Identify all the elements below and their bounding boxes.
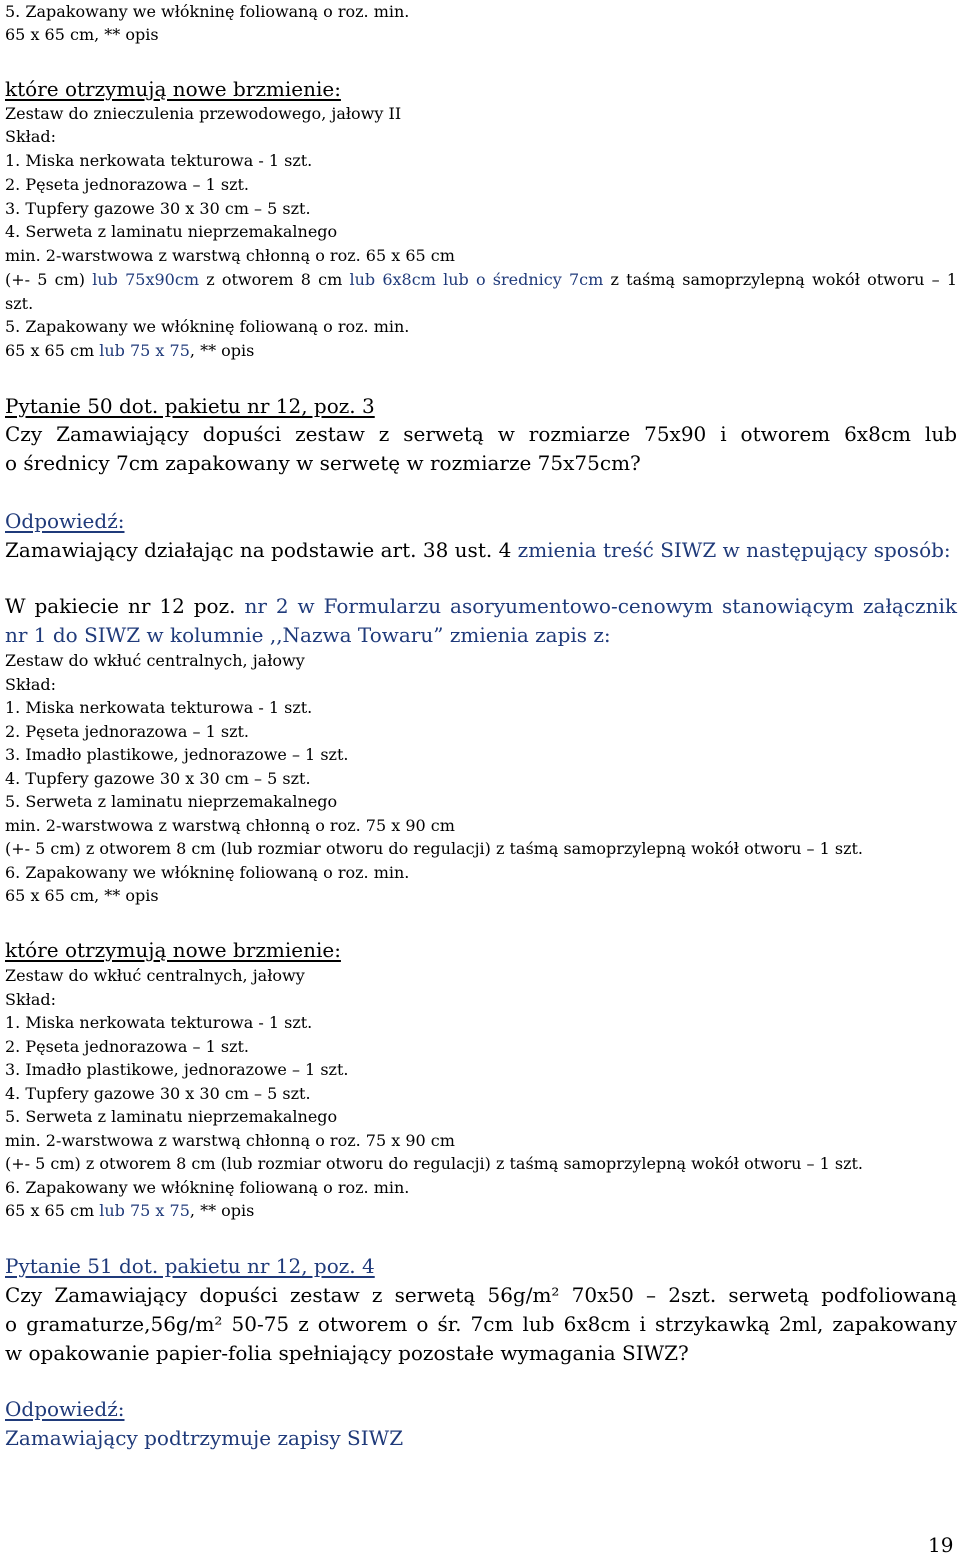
- list-item: 5. Serweta z laminatu nieprzemakalnego: [5, 1107, 338, 1126]
- kit-name: Zestaw do znieczulenia przewodowego, jałowy II: [5, 104, 402, 123]
- answer-label: Odpowiedź:: [5, 509, 125, 533]
- text-line: Skład:: [5, 127, 57, 146]
- list-item: 5. Serweta z laminatu nieprzemakalnego: [5, 792, 338, 811]
- list-item: 4. Tupfery gazowe 30 x 30 cm – 5 szt.: [5, 769, 311, 788]
- list-item: 1. Miska nerkowata tekturowa - 1 szt.: [5, 151, 313, 170]
- text-span-blue: lub 75x90cm: [92, 270, 199, 289]
- question-text: Czy Zamawiający dopuści zestaw z serwetą 56g/m² 70x50 – 2szt. serwetą podfoliowaną: [5, 1283, 957, 1307]
- list-item: 3. Tupfery gazowe 30 x 30 cm – 5 szt.: [5, 199, 311, 218]
- text-span: (+- 5 cm): [5, 270, 86, 289]
- list-item: 4. Tupfery gazowe 30 x 30 cm – 5 szt.: [5, 1084, 311, 1103]
- answer-text: Zamawiający podtrzymuje zapisy SIWZ: [5, 1426, 404, 1450]
- text-span: 65 x 65 cm: [5, 1201, 95, 1220]
- question-title: Pytanie 51 dot. pakietu nr 12, poz. 4: [5, 1254, 375, 1278]
- list-item: 6. Zapakowany we włókninę foliowaną o roz. min.: [5, 863, 410, 882]
- list-item: [5, 341, 254, 361]
- list-item: min. 2-warstwowa z warstwą chłonną o roz. 75 x 90 cm: [5, 816, 455, 835]
- answer-text: [5, 593, 957, 619]
- list-item: 6. Zapakowany we włókninę foliowaną o roz. min.: [5, 1178, 410, 1197]
- list-item: 2. Pęseta jednorazowa – 1 szt.: [5, 722, 250, 741]
- list-item: [5, 270, 957, 290]
- list-item: 5. Zapakowany we włókninę foliowaną o roz. min.: [5, 317, 410, 336]
- answer-text: nr 1 do SIWZ w kolumnie ,,Nazwa Towaru” zmienia zapis z:: [5, 623, 611, 647]
- section-heading: które otrzymują nowe brzmienie:: [5, 938, 341, 962]
- kit-name: Zestaw do wkłuć centralnych, jałowy: [5, 651, 305, 670]
- text-line: 65 x 65 cm, ** opis: [5, 25, 159, 44]
- list-item: 2. Pęseta jednorazowa – 1 szt.: [5, 175, 250, 194]
- question-text: o średnicy 7cm zapakowany w serwetę w rozmiarze 75x75cm?: [5, 451, 641, 475]
- list-item: min. 2-warstwowa z warstwą chłonną o roz. 65 x 65 cm: [5, 246, 455, 265]
- list-item: (+- 5 cm) z otworem 8 cm (lub rozmiar otworu do regulacji) z taśmą samoprzylepną wokół otworu – 1 szt.: [5, 1154, 864, 1173]
- question-title: Pytanie 50 dot. pakietu nr 12, poz. 3: [5, 394, 375, 418]
- page-number: 19: [928, 1533, 954, 1557]
- section-heading: które otrzymują nowe brzmienie:: [5, 77, 341, 101]
- question-text: Czy Zamawiający dopuści zestaw z serwetą w rozmiarze 75x90 i otworem 6x8cm lub: [5, 422, 957, 446]
- text-span-blue: nr 2 w Formularzu asoryumentowo-cenowym stanowiącym załącznik: [244, 594, 957, 618]
- text-span: W pakiecie nr 12 poz.: [5, 594, 236, 618]
- text-span: z otworem 8 cm: [206, 270, 343, 289]
- text-line: Skład:: [5, 675, 57, 694]
- answer-text: [5, 537, 951, 563]
- question-text: o gramaturze,56g/m² 50-75 z otworem o śr. 7cm lub 6x8cm i strzykawką 2ml, zapakowany: [5, 1312, 957, 1336]
- list-item: min. 2-warstwowa z warstwą chłonną o roz. 75 x 90 cm: [5, 1131, 455, 1150]
- text-span-blue: lub 75 x 75: [99, 1201, 190, 1220]
- text-line: Skład:: [5, 990, 57, 1009]
- answer-label: Odpowiedź:: [5, 1397, 125, 1421]
- question-text: w opakowanie papier-folia spełniający pozostałe wymagania SIWZ?: [5, 1341, 689, 1365]
- text-span-blue: zmienia treść SIWZ w następujący sposób:: [517, 538, 951, 562]
- kit-name: Zestaw do wkłuć centralnych, jałowy: [5, 966, 305, 985]
- list-item: [5, 1201, 254, 1221]
- list-item: (+- 5 cm) z otworem 8 cm (lub rozmiar otworu do regulacji) z taśmą samoprzylepną wokół otworu – 1 szt.: [5, 839, 864, 858]
- list-item: 1. Miska nerkowata tekturowa - 1 szt.: [5, 1013, 313, 1032]
- text-span-blue: lub 6x8cm lub o średnicy 7cm: [349, 270, 604, 289]
- text-line: 5. Zapakowany we włókninę foliowaną o roz. min.: [5, 2, 410, 21]
- list-item: 2. Pęseta jednorazowa – 1 szt.: [5, 1037, 250, 1056]
- text-span: Zamawiający działając na podstawie art. 38 ust. 4: [5, 538, 512, 562]
- list-item: 65 x 65 cm, ** opis: [5, 886, 159, 905]
- list-item: 3. Imadło plastikowe, jednorazowe – 1 szt.: [5, 745, 349, 764]
- text-line: szt.: [5, 294, 34, 313]
- list-item: 1. Miska nerkowata tekturowa - 1 szt.: [5, 698, 313, 717]
- text-span: , ** opis: [189, 1201, 255, 1220]
- list-item: 4. Serweta z laminatu nieprzemakalnego: [5, 222, 338, 241]
- text-span: 65 x 65 cm: [5, 341, 95, 360]
- text-span-blue: lub 75 x 75: [99, 341, 190, 360]
- text-span: , ** opis: [189, 341, 255, 360]
- list-item: 3. Imadło plastikowe, jednorazowe – 1 szt.: [5, 1060, 349, 1079]
- text-span: z taśmą samoprzylepną wokół otworu – 1: [610, 270, 958, 289]
